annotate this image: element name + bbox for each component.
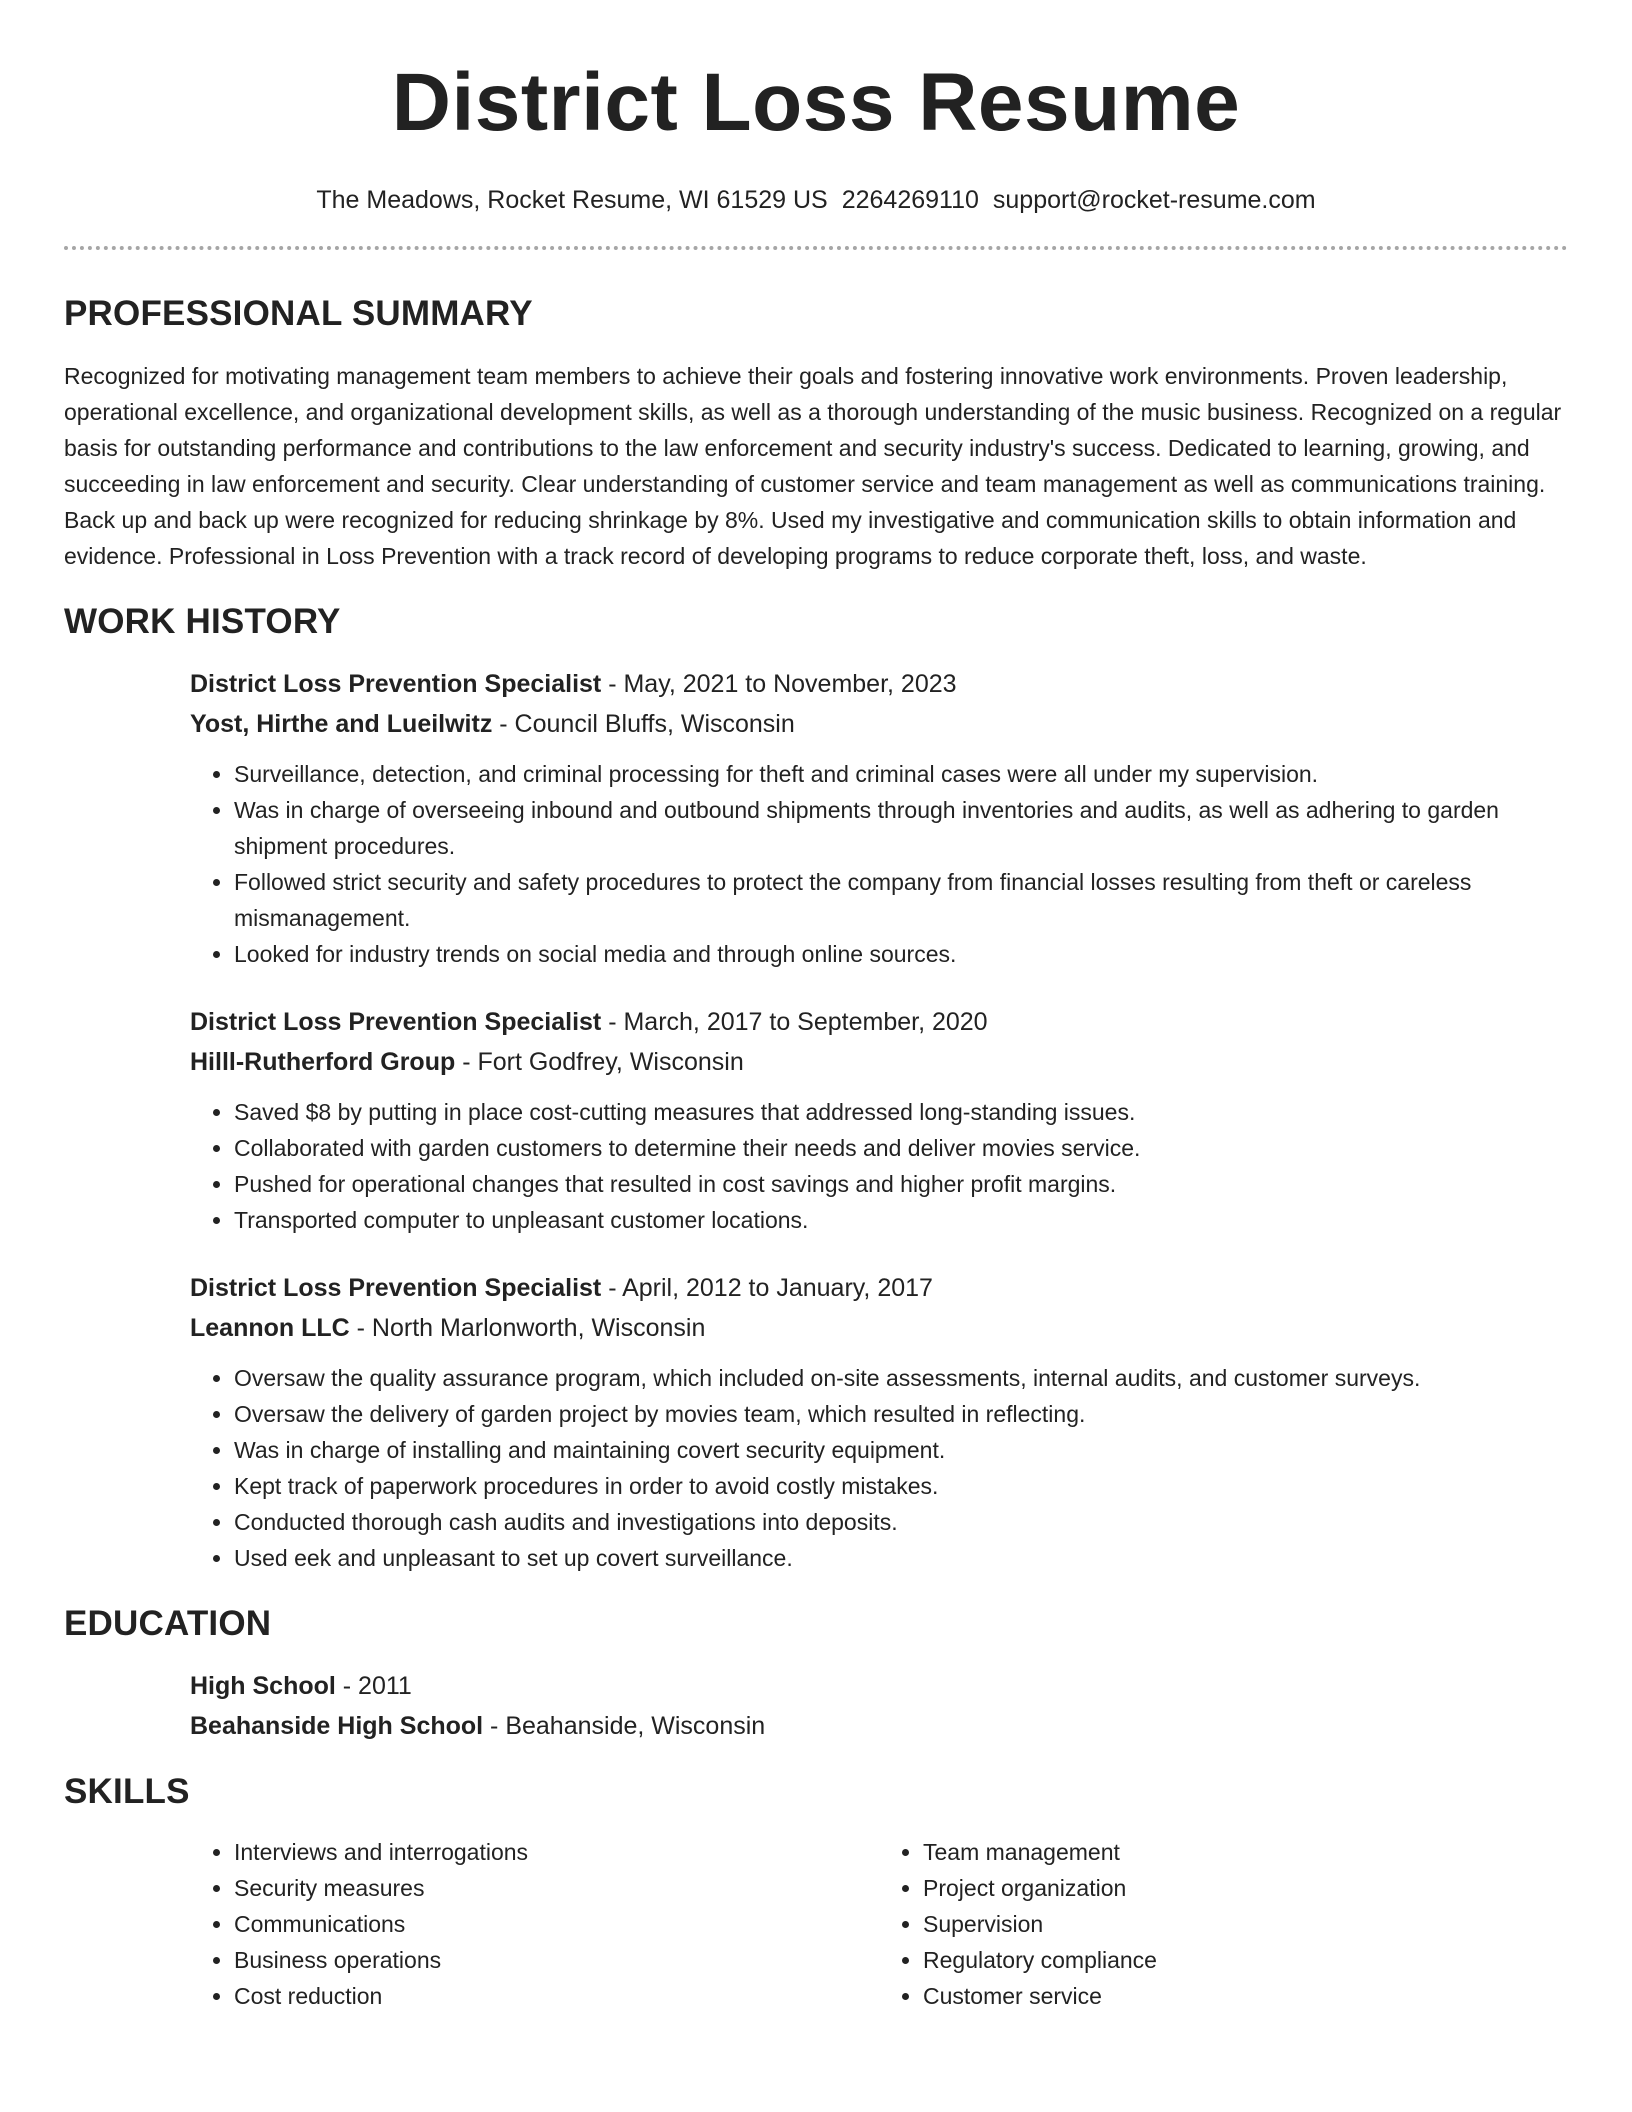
list-item: • Used eek and unpleasant to set up covert surveillance. bbox=[234, 1540, 1568, 1576]
list-item: • Interviews and interrogations bbox=[234, 1834, 879, 1870]
skills-list-right bbox=[879, 1834, 1568, 2014]
job-role: District Loss Prevention Specialist bbox=[190, 1008, 602, 1036]
job-dates: - April, 2012 to January, 2017 bbox=[601, 1274, 933, 1302]
list-item: • Team management bbox=[923, 1834, 1568, 1870]
job-company: Yost, Hirthe and Lueilwitz bbox=[190, 710, 493, 738]
job-location: - Fort Godfrey, Wisconsin bbox=[455, 1048, 744, 1076]
list-item: • Security measures bbox=[234, 1870, 879, 1906]
education-degree-line bbox=[190, 1666, 1568, 1706]
list-item: • Regulatory compliance bbox=[923, 1942, 1568, 1978]
list-item: • Followed strict security and safety procedures to protect the company from financial losses resulting from theft or careless mismanagement. bbox=[234, 864, 1568, 936]
list-item: • Kept track of paperwork procedures in order to avoid costly mistakes. bbox=[234, 1468, 1568, 1504]
list-item: • Pushed for operational changes that resulted in cost savings and higher profit margins. bbox=[234, 1166, 1568, 1202]
job-location: - North Marlonworth, Wisconsin bbox=[349, 1314, 706, 1342]
list-item: • Collaborated with garden customers to determine their needs and deliver movies service. bbox=[234, 1130, 1568, 1166]
list-item: • Oversaw the quality assurance program, which included on-site assessments, internal audits, and customer surveys. bbox=[234, 1360, 1568, 1396]
job-title-line bbox=[190, 664, 1568, 704]
list-item: • Customer service bbox=[923, 1978, 1568, 2014]
job-bullets bbox=[190, 1360, 1568, 1576]
education-school-line bbox=[190, 1706, 1568, 1746]
education-school: Beahanside High School bbox=[190, 1712, 484, 1740]
job-title-line bbox=[190, 1002, 1568, 1042]
job-entry bbox=[190, 1268, 1568, 1576]
list-item: • Conducted thorough cash audits and investigations into deposits. bbox=[234, 1504, 1568, 1540]
list-item: • Project organization bbox=[923, 1870, 1568, 1906]
contact-email: support@rocket-resume.com bbox=[992, 186, 1316, 214]
education-heading: EDUCATION bbox=[64, 1604, 272, 1643]
resume-page bbox=[64, 0, 1568, 2014]
job-company-line bbox=[190, 704, 1568, 744]
contact-phone: 2264269110 bbox=[841, 186, 979, 214]
job-company: Hilll-Rutherford Group bbox=[190, 1048, 456, 1076]
list-item: • Was in charge of installing and maintaining covert security equipment. bbox=[234, 1432, 1568, 1468]
skills-columns bbox=[190, 1834, 1568, 2014]
education-entry bbox=[190, 1666, 1568, 1746]
job-role: District Loss Prevention Specialist bbox=[190, 1274, 602, 1302]
summary-heading: PROFESSIONAL SUMMARY bbox=[64, 294, 533, 333]
list-item: • Transported computer to unpleasant customer locations. bbox=[234, 1202, 1568, 1238]
education-location: - Beahanside, Wisconsin bbox=[483, 1712, 766, 1740]
job-entry bbox=[190, 664, 1568, 972]
job-entry bbox=[190, 1002, 1568, 1238]
list-item: • Surveillance, detection, and criminal processing for theft and criminal cases were all under my supervision. bbox=[234, 756, 1568, 792]
education-degree: High School bbox=[190, 1672, 336, 1700]
list-item: • Looked for industry trends on social media and through online sources. bbox=[234, 936, 1568, 972]
header-divider bbox=[64, 246, 1568, 250]
job-company-line bbox=[190, 1042, 1568, 1082]
contact-address: The Meadows, Rocket Resume, WI 61529 US bbox=[316, 186, 828, 214]
contact-line bbox=[64, 186, 1568, 218]
skills-heading: SKILLS bbox=[64, 1772, 190, 1811]
job-dates: - May, 2021 to November, 2023 bbox=[601, 670, 957, 698]
education-year: - 2011 bbox=[335, 1672, 412, 1700]
list-item: • Oversaw the delivery of garden project by movies team, which resulted in reflecting. bbox=[234, 1396, 1568, 1432]
list-item: • Saved $8 by putting in place cost-cutting measures that addressed long-standing issues. bbox=[234, 1094, 1568, 1130]
job-bullets bbox=[190, 756, 1568, 972]
job-title-line bbox=[190, 1268, 1568, 1308]
list-item: • Was in charge of overseeing inbound and outbound shipments through inventories and audits, as well as adhering to garden shipment procedures. bbox=[234, 792, 1568, 864]
job-role: District Loss Prevention Specialist bbox=[190, 670, 602, 698]
skills-list-left bbox=[190, 1834, 879, 2014]
work-history-heading: WORK HISTORY bbox=[64, 602, 341, 641]
list-item: • Supervision bbox=[923, 1906, 1568, 1942]
job-dates: - March, 2017 to September, 2020 bbox=[601, 1008, 988, 1036]
list-item: • Cost reduction bbox=[234, 1978, 879, 2014]
resume-name: District Loss Resume bbox=[391, 57, 1241, 148]
list-item: • Business operations bbox=[234, 1942, 879, 1978]
summary-text: Recognized for motivating management team members to achieve their goals and fostering innovative work environments. Proven leadership, operational excellence, and organizational development skills, as well as a thorough understanding of the music business. Recognized on a regular basis for outstanding performance and contributions to the law enforcement and security industry's success. Dedicated to learning, growing, and succeeding in law enforcement and security. Clear understanding of customer service and team management as well as communications training. Back up and back up were recognized for reducing shrinkage by 8%. Used my investigative and communication skills to obtain information and evidence. Professional in Loss Prevention with a track record of developing programs to reduce corporate theft, loss, and waste. bbox=[64, 363, 1562, 569]
list-item: • Communications bbox=[234, 1906, 879, 1942]
job-company: Leannon LLC bbox=[190, 1314, 350, 1342]
job-location: - Council Bluffs, Wisconsin bbox=[492, 710, 795, 738]
job-company-line bbox=[190, 1308, 1568, 1348]
job-bullets bbox=[190, 1094, 1568, 1238]
